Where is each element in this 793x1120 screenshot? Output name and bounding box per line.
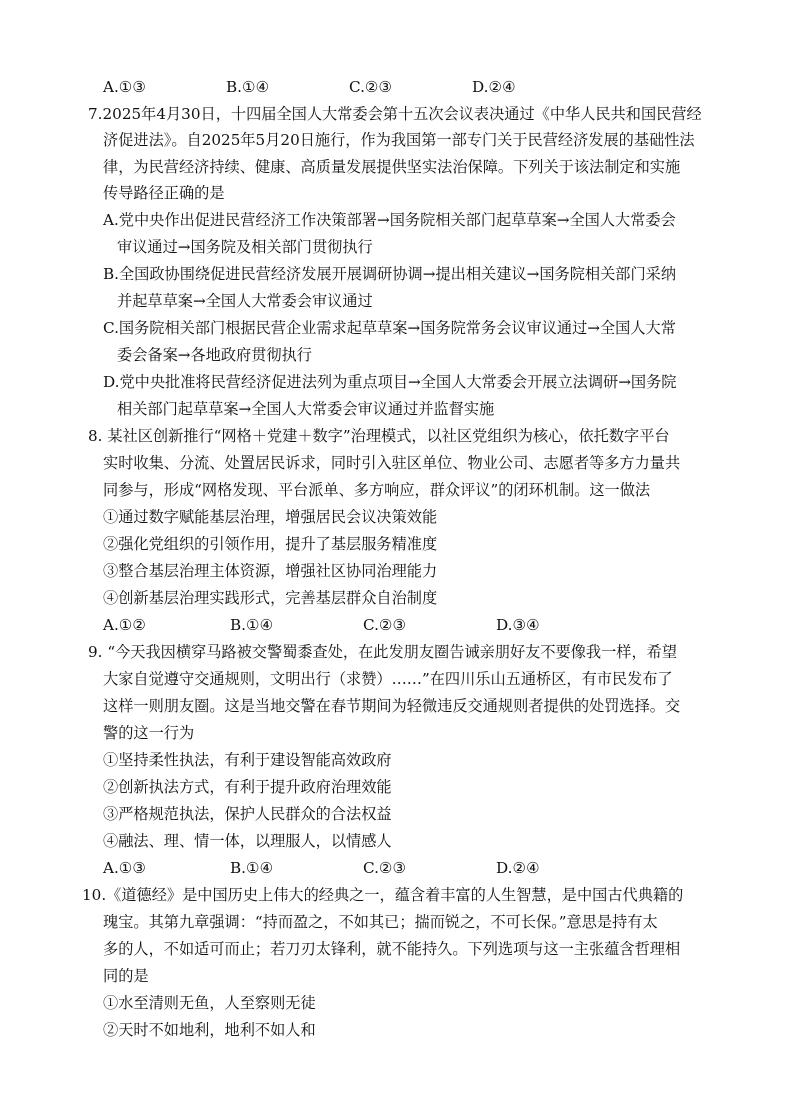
q10-stem-line-4: 同的是	[103, 967, 149, 985]
q9-option-a: A.①③	[103, 859, 147, 877]
q6-option-b: B.①④	[226, 78, 270, 96]
q9-statement-2: ②创新执法方式，有利于提升政府治理效能	[103, 778, 392, 796]
q7-choice-a-line-1: A.党中央作出促进民营经济工作决策部署→国务院相关部门起草草案→全国人大常委会	[103, 211, 676, 229]
q9-stem-line-4: 警的这一行为	[103, 724, 195, 742]
q7-choice-c-line-2: 委会备案→各地政府贯彻执行	[117, 346, 312, 364]
q8-option-a: A.①②	[103, 616, 147, 634]
q9-option-b: B.①④	[230, 859, 274, 877]
q7-choice-b-line-1: B.全国政协围绕促进民营经济发展开展调研协调→提出相关建议→国务院相关部门采纳	[103, 265, 677, 283]
q9-option-c: C.②③	[363, 859, 407, 877]
q9-stem-line-2: 大家自觉遵守交通规则，文明出行（求赞）……”在四川乐山五通桥区，有市民发布了	[103, 670, 673, 688]
q10-statement-2: ②天时不如地利，地利不如人和	[103, 1021, 316, 1039]
q10-stem-line-1: 10.《道德经》是中国历史上伟大的经典之一，蕴含着丰富的人生智慧，是中国古代典籍的	[82, 886, 684, 904]
q10-statement-1: ①水至清则无鱼，人至察则无徒	[103, 994, 316, 1012]
q6-option-a: A.①③	[103, 78, 147, 96]
q9-stem-line-3: 这样一则朋友圈。这是当地交警在春节期间为轻微违反交通规则者提供的处罚选择。交	[103, 697, 681, 715]
q8-statement-1: ①通过数字赋能基层治理，增强居民会议决策效能	[103, 508, 438, 526]
q7-choice-b-line-2: 并起草草案→全国人大常委会审议通过	[117, 292, 373, 310]
q10-stem-line-3: 多的人，不如适可而止；若刀刃太锋利，就不能持久。下列选项与这一主张蕴含哲理相	[103, 940, 681, 958]
q9-statement-1: ①坚持柔性执法，有利于建设智能高效政府	[103, 751, 392, 769]
q7-stem-line-2: 济促进法》。自2025年5月20日施行，作为我国第一部专门关于民营经济发展的基础性法	[103, 131, 695, 149]
q8-stem-line-3: 同参与，形成“网格发现、平台派单、多方响应，群众评议”的闭环机制。这一做法	[103, 481, 651, 499]
q9-stem-line-1: 9. “今天我因横穿马路被交警蜀黍查处，在此发朋友圈告诫亲朋好友不要像我一样，希望	[88, 643, 678, 661]
q8-statement-2: ②强化党组织的引领作用，提升了基层服务精准度	[103, 535, 438, 553]
q7-choice-d-line-1: D.党中央批准将民营经济促进法列为重点项目→全国人大常委会开展立法调研→国务院	[103, 373, 677, 391]
q8-stem-line-2: 实时收集、分流、处置居民诉求，同时引入驻区单位、物业公司、志愿者等多方力量共	[103, 454, 681, 472]
q9-option-d: D.②④	[496, 859, 540, 877]
q8-stem-line-1: 8. 某社区创新推行“网格＋党建＋数字”治理模式，以社区党组织为核心，依托数字平台	[88, 427, 670, 445]
q10-stem-line-2: 瑰宝。其第九章强调：“持而盈之，不如其已；揣而锐之，不可长保。”意思是持有太	[103, 913, 658, 931]
q7-choice-c-line-1: C.国务院相关部门根据民营企业需求起草草案→国务院常务会议审议通过→全国人大常	[103, 319, 676, 337]
q6-option-c: C.②③	[349, 78, 393, 96]
q9-statement-4: ④融法、理、情一体，以理服人，以情感人	[103, 832, 392, 850]
q9-statement-3: ③严格规范执法，保护人民群众的合法权益	[103, 805, 392, 823]
q8-option-c: C.②③	[363, 616, 407, 634]
q8-option-d: D.③④	[496, 616, 540, 634]
q7-stem-line-4: 传导路径正确的是	[103, 184, 225, 202]
q8-statement-3: ③整合基层治理主体资源，增强社区协同治理能力	[103, 562, 438, 580]
q6-option-d: D.②④	[472, 78, 516, 96]
q8-statement-4: ④创新基层治理实践形式，完善基层群众自治制度	[103, 589, 438, 607]
q7-stem-line-3: 律，为民营经济持续、健康、高质量发展提供坚实法治保障。下列关于该法制定和实施	[103, 158, 681, 176]
q7-choice-d-line-2: 相关部门起草草案→全国人大常委会审议通过并监督实施	[117, 400, 495, 418]
q7-stem-line-1: 7.2025年4月30日，十四届全国人大常委会第十五次会议表决通过《中华人民共和国民营经	[88, 105, 702, 123]
q7-choice-a-line-2: 审议通过→国务院及相关部门贯彻执行	[117, 238, 373, 256]
q8-option-b: B.①④	[230, 616, 274, 634]
